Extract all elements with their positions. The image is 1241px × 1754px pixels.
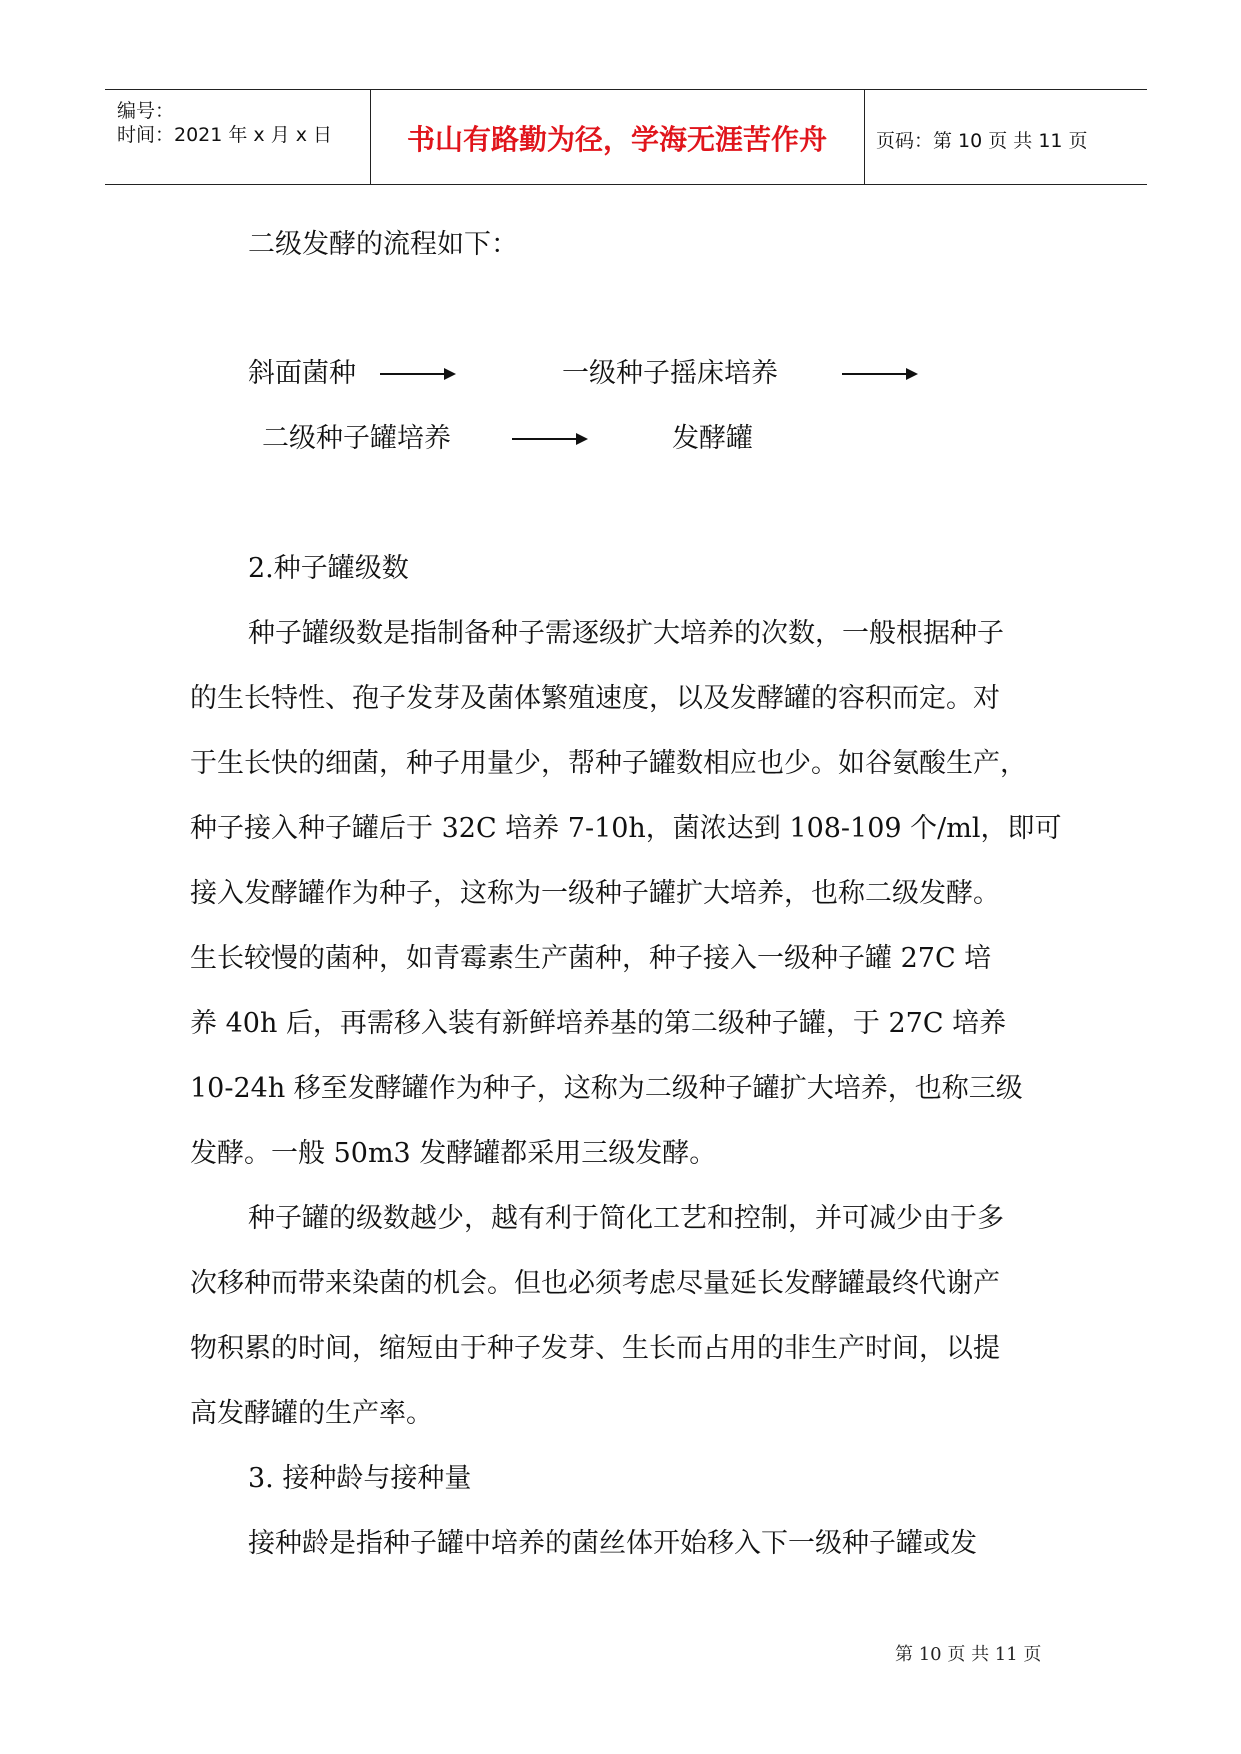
- paragraph-line: 接入发酵罐作为种子，这称为一级种子罐扩大培养，也称二级发酵。: [190, 878, 1000, 909]
- paragraph-line: 生长较慢的菌种，如青霉素生产菌种，种子接入一级种子罐 27C 培: [190, 943, 992, 974]
- paragraph-line: 于生长快的细菌，种子用量少，帮种子罐数相应也少。如谷氨酸生产，: [190, 748, 1027, 779]
- section-heading: 2.种子罐级数: [248, 553, 409, 584]
- flow-step-slant-culture: 斜面菌种: [248, 358, 356, 389]
- section-heading: 3. 接种龄与接种量: [248, 1463, 472, 1494]
- header-left-cell: [105, 90, 371, 184]
- flow-arrow-icon: [512, 429, 590, 449]
- header-motto: 书山有路勤为径，学海无涯苦作舟: [406, 123, 827, 156]
- flow-step-seed-tank: 二级种子罐培养: [262, 423, 451, 454]
- paragraph-line: 10-24h 移至发酵罐作为种子，这称为二级种子罐扩大培养，也称三级: [190, 1073, 1023, 1104]
- paragraph-line: 的生长特性、孢子发芽及菌体繁殖速度，以及发酵罐的容积而定。对: [190, 683, 1000, 714]
- flow-arrow-icon: [842, 364, 920, 384]
- paragraph-line: 次移种而带来染菌的机会。但也必须考虑尽量延长发酵罐最终代谢产: [190, 1268, 1000, 1299]
- paragraph-line: 物积累的时间，缩短由于种子发芽、生长而占用的非生产时间，以提: [190, 1333, 1000, 1364]
- flow-arrow-icon: [380, 364, 458, 384]
- header-right-cell: [864, 90, 1147, 184]
- page-header: [105, 89, 1147, 185]
- paragraph-line: 养 40h 后，再需移入装有新鲜培养基的第二级种子罐，于 27C 培养: [190, 1008, 1007, 1039]
- document-number-label: 编号：: [117, 100, 175, 122]
- paragraph-line: 接种龄是指种子罐中培养的菌丝体开始移入下一级种子罐或发: [248, 1528, 977, 1559]
- header-motto-cell: [370, 90, 865, 184]
- page-footer: 第 10 页 共 11 页: [895, 1644, 1042, 1665]
- flow-step-shake-flask: 一级种子摇床培养: [562, 358, 778, 389]
- header-page-label: 页码：第 10 页 共 11 页: [876, 130, 1088, 152]
- flow-step-fermenter: 发酵罐: [672, 423, 753, 454]
- paragraph-line: 高发酵罐的生产率。: [190, 1398, 433, 1429]
- paragraph-line: 种子接入种子罐后于 32C 培养 7-10h，菌浓达到 108-109 个/ml，即可: [190, 813, 1062, 844]
- paragraph-line: 种子罐的级数越少，越有利于简化工艺和控制，并可减少由于多: [248, 1203, 1004, 1234]
- flow-intro: 二级发酵的流程如下：: [248, 229, 518, 260]
- document-date-label: 时间：2021 年 x 月 x 日: [117, 124, 333, 146]
- paragraph-line: 发酵。一般 50m3 发酵罐都采用三级发酵。: [190, 1138, 717, 1169]
- paragraph-line: 种子罐级数是指制备种子需逐级扩大培养的次数，一般根据种子: [248, 618, 1004, 649]
